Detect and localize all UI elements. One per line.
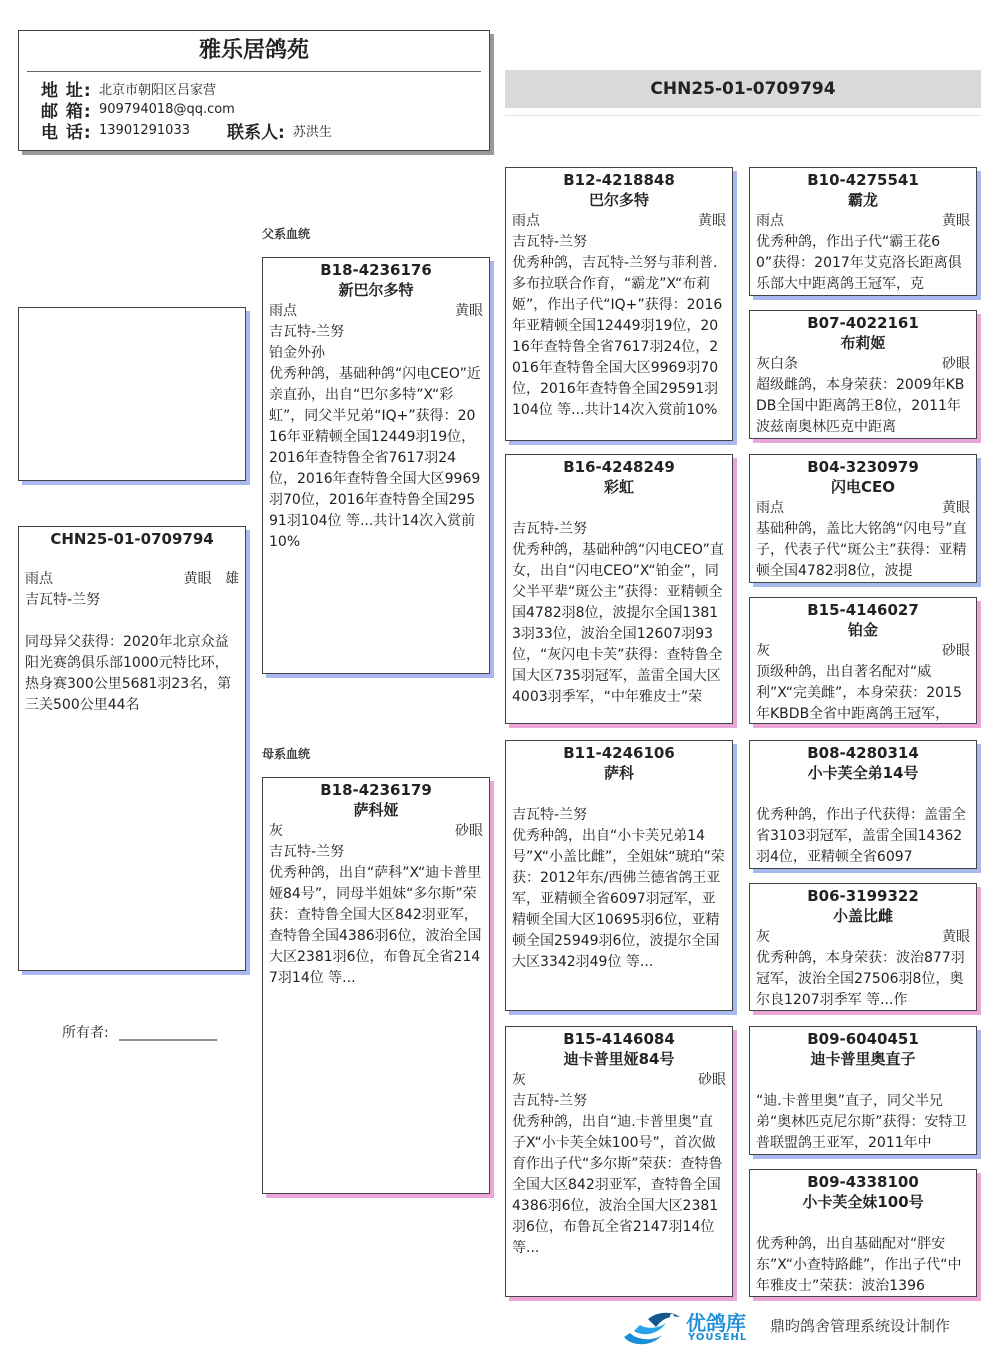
subject-desc: 同母异父获得：2020年北京众益阳光赛鸽俱乐部1000元特比环，热身赛300公里5681羽23名，第三关500公里44名 — [25, 634, 232, 713]
sire-dam-desc: 优秀种鸽，基础种鸽“闪电CEO”直女，出自“闪电CEO”X“铂金”，同父半平辈“斑公主”获得：亚精顿全国4782羽8位，波提尔全国13813羽33位，波治全国12607羽93位，“灰闪电卡芙”获得：查特鲁全国大区735羽冠军，盖雷全国大区4003羽季军，“中年雅皮士”荣 — [512, 542, 724, 705]
dam-dam-color: 灰 — [512, 1072, 526, 1088]
email-row — [19, 99, 489, 120]
owner-blank: ______________ — [119, 1025, 218, 1041]
subject-strain: 吉瓦特-兰努 — [25, 592, 101, 608]
dds-name: 迪卡普里奥直子 — [810, 1050, 916, 1068]
phone-label: 电 话: — [41, 123, 92, 143]
dam-dam-traits — [512, 1070, 726, 1091]
dss-name: 小卡芙全弟14号 — [807, 764, 919, 782]
ssd-eye: 砂眼 — [942, 356, 970, 372]
sire-sire-eye: 黄眼 — [698, 213, 726, 229]
sire-sire-desc: 优秀种鸽，吉瓦特-兰努与菲利普.多布拉联合作育，“霸龙”X“布莉姬”，作出子代“IQ+”获得：2016年亚精顿全国12449羽19位，2016年查特鲁全省7617羽24位，2016年查特鲁全国大区9969羽70位，2016年查特鲁全国29591羽104位 等...共计14次入赏前10% — [512, 255, 723, 418]
dsd-name: 小盖比雌 — [832, 907, 893, 925]
ssd-color: 灰白条 — [756, 356, 798, 372]
footer — [618, 1305, 978, 1351]
dam-dam-desc: 优秀种鸽，出自“迪.卡普里奥”直子X“小卡芙全妹100号”，首次做育作出子代“多尔斯”荣获：查特鲁全国大区842羽亚军，查特鲁全国4386羽6位，波治全国大区2381羽6位，布鲁瓦全省2147羽14位 等... — [512, 1114, 723, 1256]
sss-desc: 优秀种鸽，作出子代“霸王花60”获得：2017年艾克洛长距离俱乐部大中距离鸽王冠军，克 — [756, 234, 962, 292]
brand-logo-icon — [618, 1307, 682, 1349]
sdd-name: 铂金 — [847, 621, 878, 639]
sss-eye: 黄眼 — [942, 213, 970, 229]
dam-desc: 优秀种鸽，出自“萨科”X“迪卡普里娅84号”，同母半姐妹“多尔斯”荣获：查特鲁全国大区842羽亚军，查特鲁全国4386羽6位，波治全国大区2381羽6位，布鲁瓦全省2147羽14位 等... — [269, 865, 482, 986]
dam-sire-name: 萨科 — [603, 764, 634, 782]
contact-label: 联系人: — [227, 123, 285, 143]
ddd-name: 小卡芙全妹100号 — [802, 1193, 924, 1211]
dsd-ring: B06-3199322 — [807, 887, 919, 905]
sire-traits — [269, 301, 483, 322]
dam-sire-strain: 吉瓦特-兰努 — [512, 807, 588, 823]
banner-divider — [505, 115, 981, 116]
sire-dam-name: 彩虹 — [603, 478, 634, 496]
dss-desc: 优秀种鸽，作出子代获得：盖雷全省3103羽冠军，盖雷全国14362羽4位，亚精顿全省6097 — [756, 807, 966, 865]
sss-color: 雨点 — [756, 213, 784, 229]
sire-sire-traits — [512, 211, 726, 232]
subject-traits — [25, 569, 239, 590]
phone-value: 13901291033 — [99, 123, 190, 138]
sds-card — [749, 454, 977, 583]
sdd-eye: 砂眼 — [942, 643, 970, 659]
sire-extra: 铂金外孙 — [269, 345, 325, 361]
dsd-traits — [756, 927, 970, 948]
sire-dam-traits — [512, 498, 726, 519]
dam-sire-card — [505, 740, 733, 1011]
subject-ring: CHN25-01-0709794 — [50, 530, 214, 548]
subject-color: 雨点 — [25, 571, 53, 587]
ssd-traits — [756, 354, 970, 375]
sdd-desc: 顶级种鸽，出自著名配对“威利”X“完美雌”，本身荣获：2015年KBDB全省中距离鸽王冠军， — [756, 664, 962, 722]
dam-traits — [269, 821, 483, 842]
sdd-ring: B15-4146027 — [807, 601, 919, 619]
sire-color: 雨点 — [269, 303, 297, 319]
sire-sire-color: 雨点 — [512, 213, 540, 229]
sds-color: 雨点 — [756, 500, 784, 516]
dam-eye: 砂眼 — [455, 823, 483, 839]
dam-ring: B18-4236179 — [320, 781, 432, 799]
sds-name: 闪电CEO — [830, 478, 895, 496]
sire-sire-ring: B12-4218848 — [563, 171, 675, 189]
dsd-desc: 优秀种鸽，本身荣获：波治877羽冠军，波治全国27506羽8位，奥尔良1207羽季军 等...作 — [756, 950, 965, 1008]
dds-desc: “迪.卡普里奥”直子，同父半兄弟“奥林匹克尼尔斯”获得：安特卫普联盟鸽王亚军，2011年中 — [756, 1093, 967, 1151]
sds-eye: 黄眼 — [942, 500, 970, 516]
photo-frame — [18, 307, 246, 481]
sire-sire-card — [505, 167, 733, 441]
dam-line-label: 母系血统 — [262, 747, 311, 761]
sds-desc: 基础种鸽，盖比大铭鸽“闪电号”直子，代表子代“斑公主”获得：亚精顿全国4782羽8位，波提 — [756, 521, 967, 579]
owner-label: 所有者: — [62, 1025, 109, 1041]
sire-eye: 黄眼 — [455, 303, 483, 319]
dam-dam-strain: 吉瓦特-兰努 — [512, 1093, 588, 1109]
sire-dam-ring: B16-4248249 — [563, 458, 675, 476]
subject-sex: 雄 — [225, 571, 239, 587]
email-value: 909794018@qq.com — [99, 102, 235, 117]
sss-card — [749, 167, 977, 296]
dds-ring: B09-6040451 — [807, 1030, 919, 1048]
sire-line-label: 父系血统 — [262, 227, 311, 241]
sire-desc: 优秀种鸽，基础种鸽“闪电CEO”近亲直孙，出自“巴尔多特”X“彩虹”，同父半兄弟“IQ+”获得：2016年亚精顿全国12449羽19位，2016年查特鲁全省7617羽24位，2016年查特鲁全国大区9969羽70位，2016年查特鲁全国29591羽104位 等...共计14次入赏前10% — [269, 366, 481, 550]
sss-ring: B10-4275541 — [807, 171, 919, 189]
ssd-ring: B07-4022161 — [807, 314, 919, 332]
sss-name: 霸龙 — [847, 191, 878, 209]
address-label: 地 址: — [41, 81, 92, 101]
subject-eye: 黄眼 — [183, 571, 212, 587]
brand-name-en: YOUSEHL — [688, 1332, 748, 1343]
dam-sire-traits — [512, 784, 726, 805]
subject-card — [18, 526, 246, 971]
address-row — [19, 78, 489, 99]
loft-header — [18, 30, 490, 151]
dss-card — [749, 740, 977, 869]
dam-name: 萨科娅 — [353, 801, 399, 819]
sire-dam-strain: 吉瓦特-兰努 — [512, 521, 588, 537]
loft-title: 雅乐居鸽苑 — [27, 31, 481, 72]
dds-traits — [756, 1070, 970, 1091]
dam-dam-eye: 砂眼 — [698, 1072, 726, 1088]
dam-card — [262, 777, 490, 1194]
ddd-card — [749, 1169, 977, 1297]
sire-strain: 吉瓦特-兰努 — [269, 324, 345, 340]
sds-traits — [756, 498, 970, 519]
dam-strain: 吉瓦特-兰努 — [269, 844, 345, 860]
owner-line — [62, 1022, 217, 1042]
sire-ring: B18-4236176 — [320, 261, 432, 279]
sdd-traits — [756, 641, 970, 662]
ring-banner — [505, 70, 981, 108]
ring-banner-text: CHN25-01-0709794 — [650, 79, 836, 99]
dam-dam-ring: B15-4146084 — [563, 1030, 675, 1048]
dds-card — [749, 1026, 977, 1155]
sire-name: 新巴尔多特 — [338, 281, 414, 299]
ssd-card — [749, 310, 977, 439]
dsd-color: 灰 — [756, 929, 770, 945]
ddd-ring: B09-4338100 — [807, 1173, 919, 1191]
ddd-traits — [756, 1213, 970, 1234]
footer-credit: 鼎昀鸽舍管理系统设计制作 — [770, 1317, 951, 1335]
dam-color: 灰 — [269, 823, 283, 839]
dss-ring: B08-4280314 — [807, 744, 919, 762]
phone-row — [19, 120, 489, 141]
sire-sire-strain: 吉瓦特-兰努 — [512, 234, 588, 250]
contact-value: 苏洪生 — [292, 125, 332, 140]
sss-traits — [756, 211, 970, 232]
ddd-desc: 优秀种鸽，出自基础配对“胖安东”X“小查特路雌”，作出子代“中年雅皮士”荣获：波治1396 — [756, 1236, 962, 1294]
dam-dam-name: 迪卡普里娅84号 — [563, 1050, 675, 1068]
dsd-eye: 黄眼 — [942, 929, 970, 945]
brand-name: 优鸽库 — [686, 1311, 746, 1335]
dam-sire-desc: 优秀种鸽，出自“小卡芙兄弟14号”X“小盖比雌”，全姐妹“琥珀”荣获：2012年东/西佛兰德省鸽王亚军，亚精顿全省6097羽冠军，亚精顿全国大区10695羽6位，亚精顿全国25949羽6位，波提尔全国大区3342羽49位 等... — [512, 828, 725, 970]
ssd-name: 布莉姬 — [840, 334, 886, 352]
email-label: 邮 箱: — [41, 102, 92, 122]
dsd-card — [749, 883, 977, 1011]
sire-sire-name: 巴尔多特 — [588, 191, 649, 209]
sdd-color: 灰 — [756, 643, 770, 659]
dam-dam-card — [505, 1026, 733, 1297]
ssd-desc: 超级雌鸽，本身荣获：2009年KBDB全国中距离鸽王8位，2011年波兹南奥林匹克中距离 — [756, 377, 965, 435]
dss-traits — [756, 784, 970, 805]
sdd-card — [749, 597, 977, 724]
sire-dam-card — [505, 454, 733, 724]
sire-card — [262, 257, 490, 674]
address-value: 北京市朝阳区吕家营 — [99, 83, 217, 98]
sds-ring: B04-3230979 — [807, 458, 919, 476]
dam-sire-ring: B11-4246106 — [563, 744, 675, 762]
